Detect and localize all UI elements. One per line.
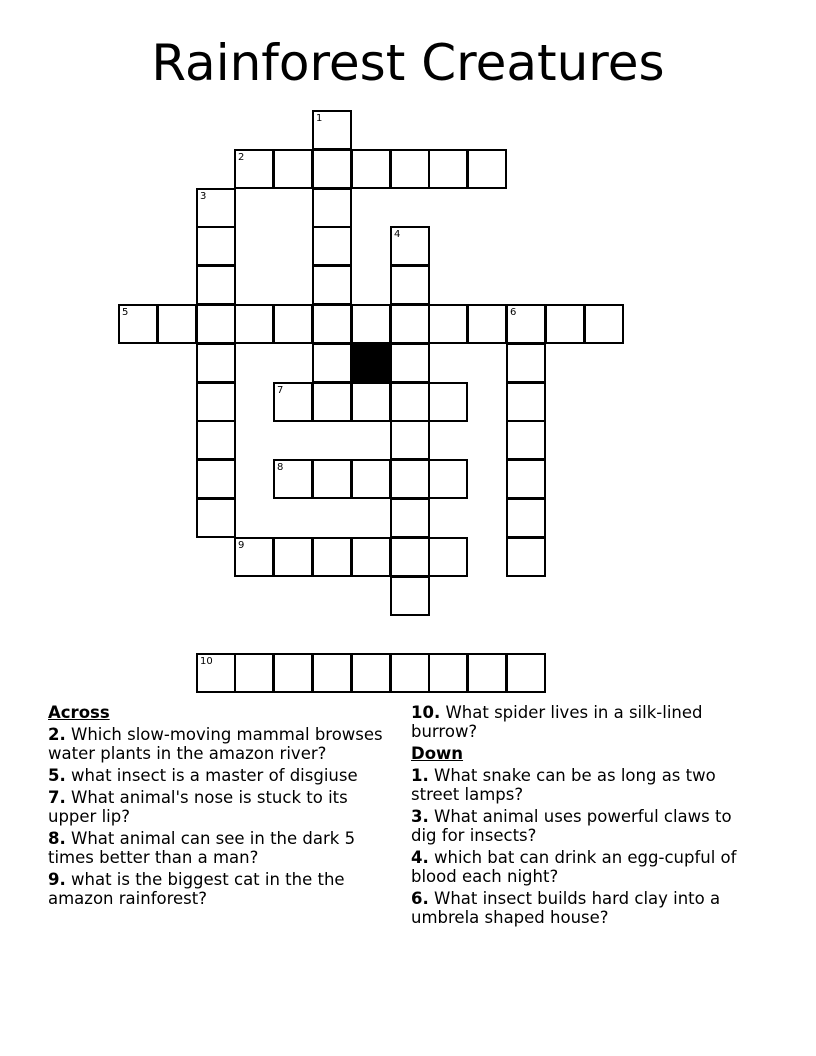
grid-cell[interactable] [390,420,430,460]
grid-cell[interactable] [390,537,430,577]
grid-cell[interactable] [506,459,546,499]
clue-number: 7. [48,788,66,807]
grid-cell[interactable] [234,149,274,189]
clue-down-1 [411,766,751,804]
grid-cell[interactable] [506,420,546,460]
grid-cell[interactable] [196,304,236,344]
cell-number: 1 [316,113,323,124]
grid-cell[interactable] [390,576,430,616]
clue-number: 5. [48,766,66,785]
clue-text: What snake can be as long as two street lamps? [411,766,716,804]
grid-cell[interactable] [273,304,313,344]
clue-number: 4. [411,848,429,867]
grid-cell[interactable] [118,304,158,344]
grid-cell[interactable] [506,343,546,383]
grid-cell[interactable] [351,459,391,499]
clues-column-left [48,703,388,911]
across-heading: Across [48,703,110,722]
clue-text: What insect builds hard clay into a umbrela shaped house? [411,889,721,927]
grid-cell[interactable] [234,653,274,693]
black-cell [351,343,391,383]
clue-text: What animal can see in the dark 5 times better than a man? [48,829,356,867]
grid-cell[interactable] [312,188,352,228]
clue-text: Which slow-moving mammal browses water plants in the amazon river? [48,725,383,763]
grid-cell[interactable] [428,382,468,422]
grid-cell[interactable] [312,459,352,499]
cell-number: 4 [394,229,401,240]
grid-cell[interactable] [196,265,236,305]
grid-cell[interactable] [390,304,430,344]
grid-cell[interactable] [428,653,468,693]
clue-text: what is the biggest cat in the the amazon rainforest? [48,870,345,908]
grid-cell[interactable] [390,498,430,538]
clue-text: which bat can drink an egg-cupful of blood each night? [411,848,737,886]
grid-cell[interactable] [545,304,585,344]
clue-across-2 [48,725,388,763]
grid-cell[interactable] [428,149,468,189]
clue-across-9 [48,870,388,908]
grid-cell[interactable] [467,653,507,693]
cell-number: 5 [122,307,129,318]
cell-number: 6 [510,307,517,318]
clue-across-7 [48,788,388,826]
grid-cell[interactable] [196,420,236,460]
grid-cell[interactable] [428,459,468,499]
grid-cell[interactable] [273,459,313,499]
puzzle-title: Rainforest Creatures [151,34,665,92]
grid-cell[interactable] [196,459,236,499]
grid-cell[interactable] [390,149,430,189]
grid-cell[interactable] [351,537,391,577]
cell-number: 7 [277,385,284,396]
grid-cell[interactable] [312,653,352,693]
grid-cell[interactable] [273,382,313,422]
grid-cell[interactable] [390,226,430,266]
clue-number: 8. [48,829,66,848]
clue-down-3 [411,807,751,845]
clue-number: 2. [48,725,66,744]
grid-cell[interactable] [312,226,352,266]
clue-text: What animal uses powerful claws to dig for insects? [411,807,732,845]
grid-cell[interactable] [234,304,274,344]
grid-cell[interactable] [312,110,352,150]
grid-cell[interactable] [273,653,313,693]
grid-cell[interactable] [390,265,430,305]
clues-column-right [411,703,751,930]
grid-cell[interactable] [196,343,236,383]
clue-number: 6. [411,889,429,908]
grid-cell[interactable] [312,382,352,422]
grid-cell[interactable] [312,343,352,383]
clue-across-10 [411,703,751,741]
clue-number: 10. [411,703,441,722]
cell-number: 8 [277,462,284,473]
grid-cell[interactable] [157,304,197,344]
grid-cell[interactable] [312,149,352,189]
grid-cell[interactable] [196,226,236,266]
cell-number: 2 [238,152,245,163]
grid-cell[interactable] [390,382,430,422]
grid-cell[interactable] [351,149,391,189]
grid-cell[interactable] [428,537,468,577]
clue-text: What spider lives in a silk-lined burrow? [411,703,703,741]
grid-cell[interactable] [584,304,624,344]
clue-down-6 [411,889,751,927]
grid-cell[interactable] [351,382,391,422]
grid-cell[interactable] [196,653,236,693]
grid-cell[interactable] [467,149,507,189]
clue-across-8 [48,829,388,867]
grid-cell[interactable] [390,459,430,499]
grid-cell[interactable] [506,304,546,344]
grid-cell[interactable] [428,304,468,344]
clue-number: 9. [48,870,66,889]
grid-cell[interactable] [506,382,546,422]
grid-cell[interactable] [506,537,546,577]
grid-cell[interactable] [351,304,391,344]
cell-number: 3 [200,191,207,202]
grid-cell[interactable] [273,149,313,189]
down-heading: Down [411,744,464,763]
grid-cell[interactable] [506,653,546,693]
grid-cell[interactable] [196,382,236,422]
clue-down-4 [411,848,751,886]
clue-across-5 [48,766,388,785]
grid-cell[interactable] [390,343,430,383]
grid-cell[interactable] [196,498,236,538]
grid-cell[interactable] [467,304,507,344]
grid-cell[interactable] [312,265,352,305]
grid-cell[interactable] [312,537,352,577]
cell-number: 9 [238,540,245,551]
cell-number: 10 [200,656,213,667]
clue-text: what insect is a master of disgiuse [71,766,358,785]
grid-cell[interactable] [390,653,430,693]
grid-cell[interactable] [273,537,313,577]
grid-cell[interactable] [351,653,391,693]
grid-cell[interactable] [234,537,274,577]
clue-number: 1. [411,766,429,785]
clue-number: 3. [411,807,429,826]
grid-cell[interactable] [196,188,236,228]
grid-cell[interactable] [506,498,546,538]
grid-cell[interactable] [312,304,352,344]
clue-text: What animal's nose is stuck to its upper lip? [48,788,348,826]
